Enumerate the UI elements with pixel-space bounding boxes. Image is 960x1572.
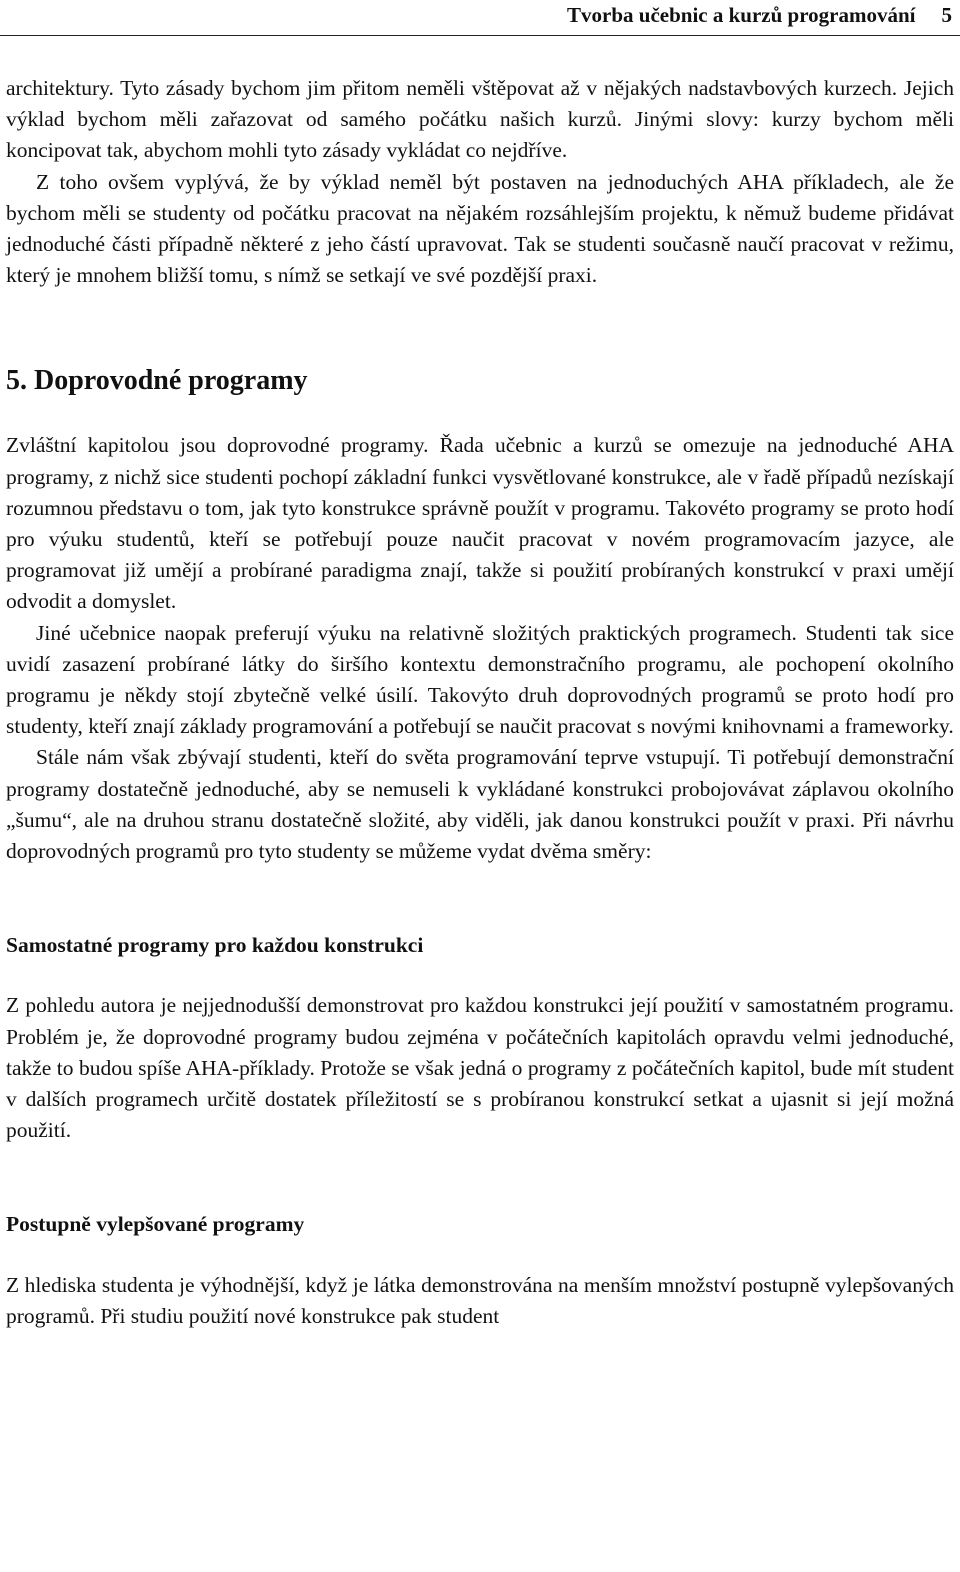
paragraph: Zvláštní kapitolou jsou doprovodné programy. Řada učebnic a kurzů se omezuje na jednoduché AHA programy, z nichž sice studenti pochopí základní funkci vysvětlované konstrukce, ale v řadě případů nezískají rozumnou představu o tom, jak tyto konstrukce správně použít v programu. Takovéto programy se proto hodí pro výuku studentů, kteří se potřebují pouze naučit pracovat v novém programovacím jazyce, ale programovat již umějí a probírané paradigma znají, takže si použití probíraných konstrukcí v praxi umějí odvodit a domyslet.: [6, 433, 954, 614]
paragraph: Stále nám však zbývají studenti, kteří do světa programování teprve vstupují. Ti potřebují demonstrační programy dostatečně jednoduché, aby se nemuseli k vykládané konstrukci probojovávat záplavou okolního „šumu“, ale na druhou stranu dostatečně složité, aby viděli, jak danou konstrukci použít v praxi. Při návrhu doprovodných programů pro tyto studenty se můžeme vydat dvěma směry:: [6, 745, 954, 864]
subsection-heading: Samostatné programy pro každou konstrukci: [6, 933, 424, 958]
paragraph: Jiné učebnice naopak preferují výuku na relativně složitých praktických programech. Studenti tak sice uvidí zasazení probírané látky do širšího kontextu demonstračního programu, ale pochopení okolního programu je někdy stojí zbytečně velké úsilí. Takovýto druh doprovodných programů se proto hodí pro studenty, kteří znají základy programování a potřebují se naučit pracovat s novými knihovnami a frameworky.: [6, 620, 954, 739]
running-header-title: Tvorba učebnic a kurzů programování: [567, 3, 916, 27]
header-rule: [0, 35, 960, 36]
paragraph: architektury. Tyto zásady bychom jim přitom neměli vštěpovat až v nějakých nadstavbových kurzech. Jejich výklad bychom měli zařazovat od samého počátku našich kurzů. Jinými slovy: kurzy bychom měli koncipovat tak, abychom mohli tyto zásady vykládat co nejdříve.: [6, 76, 954, 163]
paragraph: Z pohledu autora je nejjednodušší demonstrovat pro každou konstrukci její použití v samostatném programu. Problém je, že doprovodné programy budou zejména v počátečních kapitolách opravdu velmi jednoduché, takže to budou spíše AHA-příklady. Protože se však jedná o programy z počátečních kapitol, bude mít student v dalších programech určitě dostatek příležitostí se s probíranou konstrukcí setkat a ujasnit si její možná použití.: [6, 993, 954, 1143]
page-number: 5: [941, 3, 952, 27]
subsection-heading: Postupně vylepšované programy: [6, 1212, 305, 1237]
section-heading: 5. Doprovodné programy: [6, 365, 308, 397]
paragraph: Z hlediska studenta je výhodnější, když je látka demonstrována na menším množství postupně vylepšovaných programů. Při studiu použití nové konstrukce pak student: [6, 1272, 954, 1328]
running-header: [567, 2, 952, 28]
page-body: [6, 73, 954, 1332]
paragraph: Z toho ovšem vyplývá, že by výklad neměl být postaven na jednoduchých AHA příkladech, ale že bychom měli se studenty od počátku pracovat na nějakém rozsáhlejším projektu, k němuž budeme přidávat jednoduché části případně některé z jeho částí upravovat. Tak se studenti současně naučí pracovat v režimu, který je mnohem bližší tomu, s nímž se setkají ve své pozdější praxi.: [6, 169, 954, 288]
